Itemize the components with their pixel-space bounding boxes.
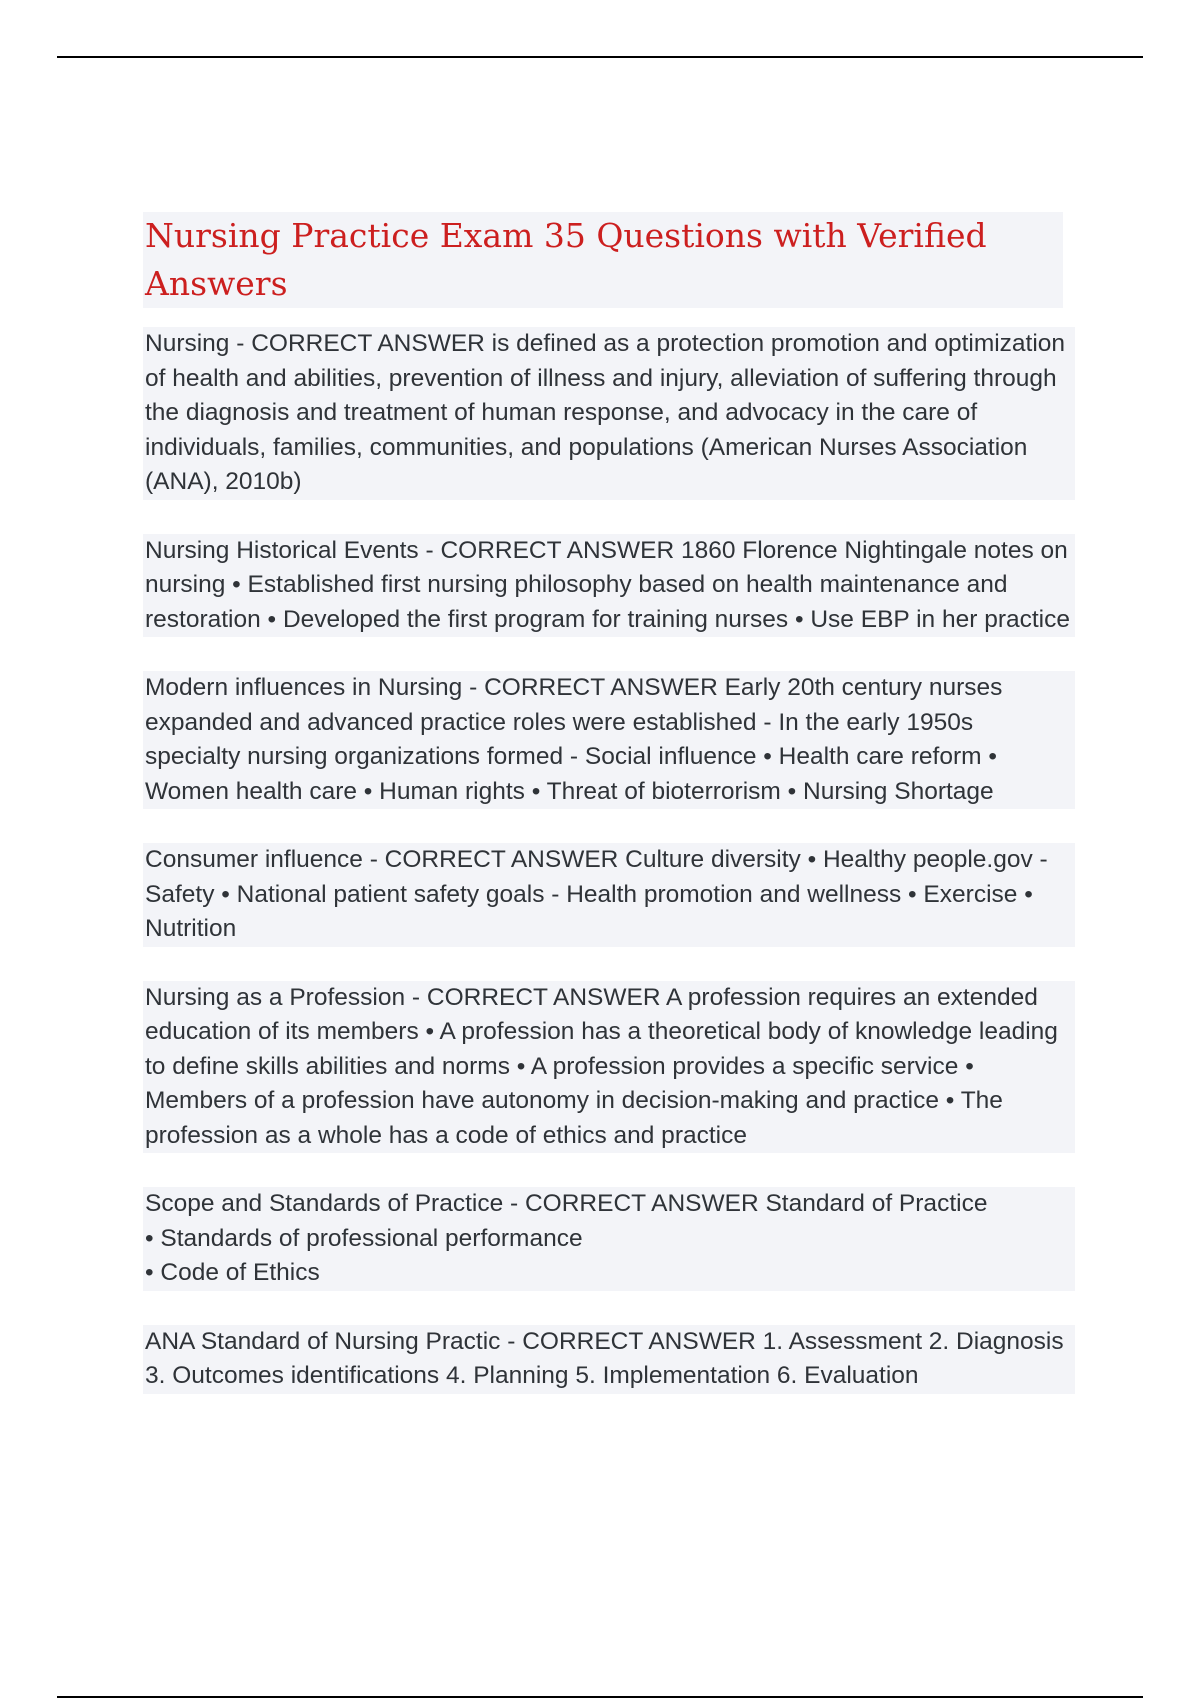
qa-entry-consumer-influence: Consumer influence - CORRECT ANSWER Culture diversity • Healthy people.gov - Safety • National patient safety goals - Health promotion and wellness • Exercise • Nutrition [143, 843, 1075, 947]
qa-entry-modern-influences: Modern influences in Nursing - CORRECT ANSWER Early 20th century nurses expanded and advanced practice roles were established - In the early 1950s specialty nursing organizations formed - Social influence • Health care reform • Women health care • Human rights • Threat of bioterrorism • Nursing Shortage [143, 671, 1075, 809]
qa-entry-ana-standard: ANA Standard of Nursing Practic - CORRECT ANSWER 1. Assessment 2. Diagnosis 3. Outcomes identifications 4. Planning 5. Implementation 6. Evaluation [143, 1325, 1075, 1394]
footer-rule [57, 1696, 1143, 1698]
title-block [143, 212, 1063, 308]
qa-list [143, 327, 1075, 1428]
document-title: Nursing Practice Exam 35 Questions with Verified Answers [143, 212, 1063, 308]
header-rule [57, 56, 1143, 58]
qa-entry-nursing: Nursing - CORRECT ANSWER is defined as a protection promotion and optimization of health and abilities, prevention of illness and injury, alleviation of suffering through the diagnosis and treatment of human response, and advocacy in the care of individuals, families, communities, and populations (American Nurses Association (ANA), 2010b) [143, 327, 1075, 500]
qa-entry-profession: Nursing as a Profession - CORRECT ANSWER A profession requires an extended education of its members • A profession has a theoretical body of knowledge leading to define skills abilities and norms • A profession provides a specific service • Members of a profession have autonomy in decision-making and practice • The profession as a whole has a code of ethics and practice [143, 981, 1075, 1154]
qa-entry-historical-events: Nursing Historical Events - CORRECT ANSWER 1860 Florence Nightingale notes on nursing • Established first nursing philosophy based on health maintenance and restoration • Developed the first program for training nurses • Use EBP in her practice [143, 534, 1075, 638]
qa-entry-scope-standards: Scope and Standards of Practice - CORRECT ANSWER Standard of Practice • Standards of professional performance • Code of Ethics [143, 1187, 1075, 1291]
